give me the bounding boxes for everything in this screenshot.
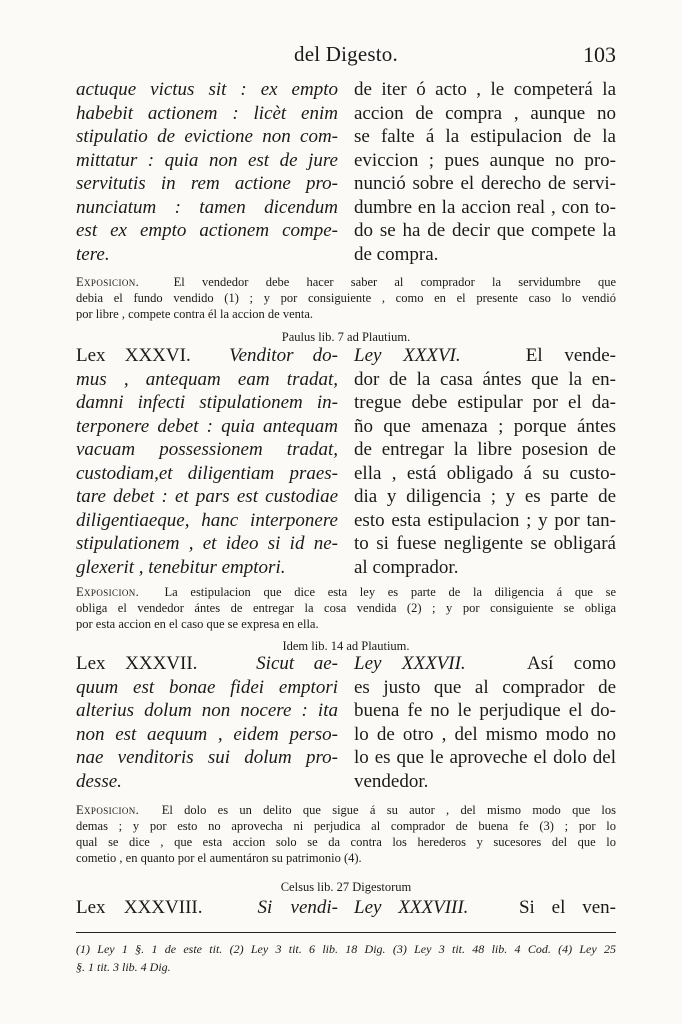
latin-line — [76, 896, 338, 920]
spanish-line: al comprador. — [354, 556, 459, 578]
latin-line: habebit actionem : licèt enim — [76, 102, 338, 124]
law-source: Idem lib. 14 ad Plautium. — [282, 639, 410, 653]
law-source: Paulus lib. 7 ad Plautium. — [281, 330, 411, 344]
latin-line: custodiam,et diligentiam praes- — [76, 462, 338, 484]
spanish-line: ella , está obligado á su custo- — [354, 462, 616, 484]
exposicion-line: qual se dice , que esta accion solo se da contra los herederos y sucesores del que lo — [76, 835, 616, 849]
latin-line: vacuam possessionem tradat, — [76, 439, 338, 460]
latin-line — [76, 344, 338, 368]
law-label: Lex XXXVI. — [76, 345, 191, 366]
exposicion-line — [76, 274, 616, 290]
exposicion-paragraph — [76, 274, 616, 322]
exposicion-paragraph — [76, 802, 616, 866]
exposicion-text: El dolo es un delito que sigue á su autor , del mismo modo que los — [161, 803, 617, 817]
spanish-line: tregue debe estipular por el da- — [354, 392, 616, 413]
latin-column — [76, 344, 338, 579]
spanish-line: dia y diligencia ; y es parte de — [354, 486, 616, 507]
law-36-block — [76, 344, 616, 584]
exposicion-line: demas ; y por esto no aprovecha ni perjudica al comprador de buena fe (3) ; por lo — [76, 819, 616, 833]
spanish-text: Así como — [526, 653, 616, 674]
latin-line: damni infecti stipulationem in- — [76, 392, 338, 413]
spanish-text: El vende- — [525, 345, 617, 366]
spanish-column — [354, 344, 616, 579]
spanish-line: ño que amenaza ; porque ántes — [354, 415, 616, 437]
spanish-line: de iter ó acto , le competerá la — [354, 79, 616, 100]
latin-column — [76, 78, 338, 266]
spanish-line: lo es que le aproveche el dolo del — [354, 747, 616, 768]
latin-line: nae venditoris sui dolum pro- — [76, 747, 338, 768]
latin-line: quum est bonae fidei emptori — [76, 676, 338, 698]
spanish-line — [354, 344, 616, 368]
latin-column — [76, 652, 338, 793]
latin-line: mus , antequam eam tradat, — [76, 368, 338, 390]
spanish-line: do se ha de decir que compete la — [354, 220, 616, 241]
latin-line: alterius dolum non nocere : ita — [76, 700, 338, 721]
page-number: 103 — [583, 42, 616, 67]
exposicion-label: Exposicion. — [76, 585, 140, 599]
spanish-line: buena fe no le perjudique el do- — [354, 700, 616, 721]
latin-line: mittatur : quia non est de jure — [76, 149, 338, 171]
latin-line: desse. — [76, 770, 122, 792]
law-label: Lex XXXVII. — [76, 653, 198, 674]
exposicion-label: Exposicion. — [76, 803, 140, 817]
spanish-line: lo de otro , del mismo modo no — [354, 723, 616, 745]
footnote-line: §. 1 tit. 3 lib. 4 Dig. — [76, 960, 171, 974]
exposicion-paragraph — [76, 584, 616, 632]
ley-label: Ley XXXVII. — [354, 653, 466, 674]
spanish-text: Si el ven- — [518, 897, 616, 918]
footnote-rule — [76, 932, 616, 933]
latin-line: non est aequum , eidem perso- — [76, 723, 338, 745]
spanish-column — [354, 896, 616, 920]
latin-text: Si vendi- — [257, 897, 339, 918]
exposicion-text: La estipulacion que dice esta ley es parte de la diligencia á que se — [164, 585, 616, 599]
latin-text: Venditor do- — [229, 345, 338, 366]
latin-line: terponere debet : quia antequam — [76, 415, 338, 437]
spanish-line: de compra. — [354, 243, 439, 265]
exposicion-line: obliga el vendedor ántes de entregar la cosa vendida (2) ; y por consiguiente se obliga — [76, 601, 616, 615]
spanish-line: es justo que al comprador de — [354, 676, 616, 698]
law-38-block — [76, 896, 616, 924]
spanish-line — [354, 896, 616, 920]
exposicion-label: Exposicion. — [76, 275, 140, 289]
spanish-column — [354, 78, 616, 266]
spanish-line: vendedor. — [354, 770, 429, 792]
exposicion-line: por libre , compete contra él la accion de venta. — [76, 307, 314, 321]
latin-line: servitutis in rem actione pro- — [76, 173, 338, 194]
ley-label: Ley XXXVIII. — [354, 897, 469, 918]
spanish-line: nunció sobre el derecho de servi- — [354, 173, 616, 194]
latin-line: tare debet : et pars est custodiae — [76, 486, 338, 507]
law-source: Celsus lib. 27 Digestorum — [280, 880, 412, 894]
continuation-block — [76, 78, 616, 268]
spanish-line — [354, 652, 616, 676]
exposicion-line: cometio , en quanto por el aumentáron su patrimonio (4). — [76, 851, 362, 865]
latin-line: actuque victus sit : ex empto — [76, 79, 338, 100]
spanish-line: accion de compra , aunque no — [354, 102, 616, 124]
spanish-line: se falte á la estipulacion de la — [354, 126, 616, 147]
running-head — [76, 40, 616, 70]
spanish-line: de entregar la libre posesion de — [354, 439, 616, 460]
latin-line: stipulatio de evictione non com- — [76, 126, 338, 147]
spanish-line: dor de la casa ántes que la en- — [354, 368, 616, 390]
latin-line — [76, 652, 338, 676]
exposicion-line — [76, 802, 616, 818]
exposicion-text: El vendedor debe hacer saber al comprador la servidumbre que — [173, 275, 616, 289]
law-37-block — [76, 652, 616, 797]
latin-line: est ex empto actionem compe- — [76, 220, 338, 241]
latin-line: glexerit , tenebitur emptori. — [76, 556, 286, 578]
law-label: Lex XXXVIII. — [76, 897, 203, 918]
footnote-line: (1) Ley 1 §. 1 de este tit. (2) Ley 3 tit. 6 lib. 18 Dig. (3) Ley 3 tit. 48 lib. 4 Cod. (4) Ley 25 — [76, 942, 616, 956]
running-title: del Digesto. — [294, 42, 398, 66]
exposicion-line — [76, 584, 616, 600]
spanish-line: to si fuese negligente se obligará — [354, 533, 616, 554]
latin-line: stipulationem , et ideo si id ne- — [76, 533, 338, 554]
footnotes — [76, 940, 616, 976]
exposicion-line: debia el fundo vendido (1) ; y por consiguiente , como en el presente caso lo vendió — [76, 291, 616, 305]
latin-column — [76, 896, 338, 920]
ley-label: Ley XXXVI. — [354, 345, 461, 366]
latin-text: Sicut ae- — [256, 653, 339, 674]
spanish-column — [354, 652, 616, 793]
spanish-line: dumbre en la accion real , con to- — [354, 196, 616, 218]
latin-line: nunciatum : tamen dicendum — [76, 196, 338, 218]
spanish-line: eviccion ; pues aunque no pro- — [354, 149, 616, 171]
spanish-line: esto esta estipulacion ; y por tan- — [354, 509, 616, 531]
latin-line: diligentiaeque, hanc interponere — [76, 509, 338, 531]
exposicion-line: por esta accion en el caso que se expresa en ella. — [76, 617, 319, 631]
latin-line: tere. — [76, 243, 110, 265]
